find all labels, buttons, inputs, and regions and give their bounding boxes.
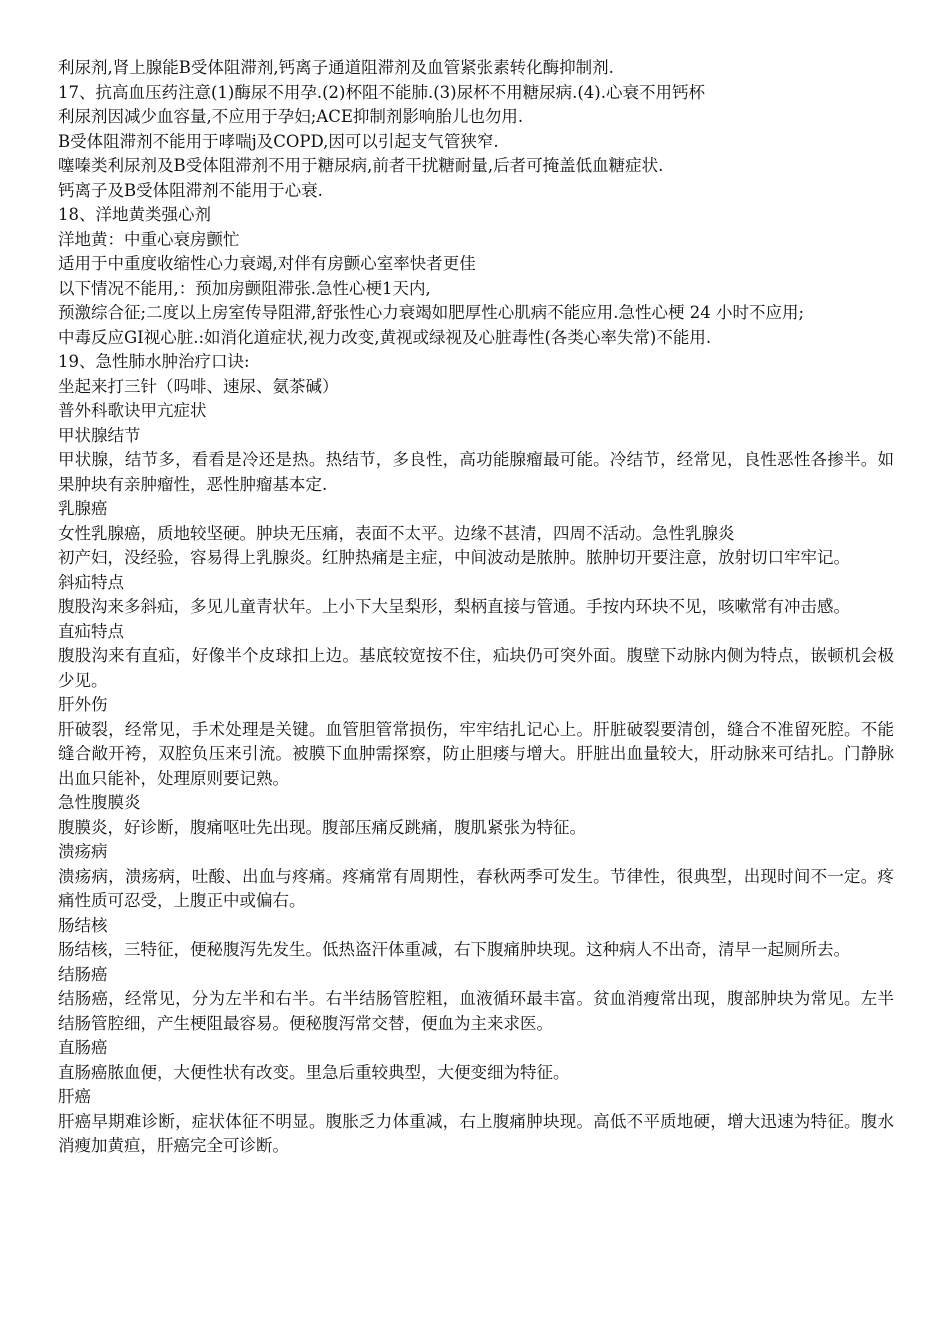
text-line: 肠结核，三特征，便秘腹泻先发生。低热盗汗体重减，右下腹痛肿块现。这种病人不出奇，清早一起厕所去。 xyxy=(58,940,850,959)
text-line: 中毒反应GI视心脏.:如消化道症状,视力改变,黄视或绿视及心脏毒性(各类心率失常)不能用. xyxy=(58,327,712,347)
text-line: 腹股沟来多斜疝，多见儿童青状年。上小下大呈梨形，梨柄直接与管通。手按内环块不见，咳嗽常有冲击感。 xyxy=(58,597,850,616)
text-line: 溃疡病，溃疡病，吐酸、出血与疼痛。疼痛常有周期性，春秋两季可发生。节律性，很典型，出现时间不一定。疼痛性质可忍受，上腹正中或偏右。 xyxy=(58,866,894,910)
text-line: Β受体阻滞剂不能用于哮喘j及COPD,因可以引起支气管狭窄. xyxy=(58,131,499,151)
text-line: 腹膜炎，好诊断，腹痛呕吐先出现。腹部压痛反跳痛，腹肌紧张为特征。 xyxy=(58,817,586,837)
document-body xyxy=(58,56,894,1159)
topic-heading: 急性腹膜炎 xyxy=(58,793,141,812)
text-line: 坐起来打三针（吗啡、速尿、氨茶碱） xyxy=(58,376,339,396)
section-heading: 普外科歌诀甲亢症状 xyxy=(58,401,207,420)
text-line: 结肠癌，经常见，分为左半和右半。右半结肠管腔粗，血液循环最丰富。贫血消瘦常出现，腹部肿块为常见。左半结肠管腔细，产生梗阻最容易。便秘腹泻常交替，便血为主来求医。 xyxy=(58,989,894,1033)
text-line: 肝破裂，经常见，手术处理是关键。血管胆管常损伤，牢牢结扎记心上。肝脏破裂要清创，缝合不准留死腔。不能缝合敞开袴，双腔负压来引流。被膜下血肿需探察，防止胆瘘与增大。肝脏出血量较大，肝动脉来可结扎。门静脉出血只能补，处理原则要记熟。 xyxy=(58,719,894,788)
topic-heading: 直疝特点 xyxy=(58,621,124,641)
text-line: 洋地黄：中重心衰房颤忙 xyxy=(58,229,240,249)
text-line: 初产妇，没经验，容易得上乳腺炎。红肿热痛是主症，中间波动是脓肿。脓肿切开要注意，放射切口牢牢记。 xyxy=(58,548,850,567)
topic-heading: 溃疡病 xyxy=(58,842,108,861)
topic-heading: 结肠癌 xyxy=(58,964,108,984)
topic-heading: 肝外伤 xyxy=(58,695,108,714)
section-heading: 18、洋地黄类强心剂 xyxy=(58,205,211,224)
topic-heading: 斜疝特点 xyxy=(58,572,124,592)
topic-heading: 甲状腺结节 xyxy=(58,425,141,445)
topic-heading: 乳腺癌 xyxy=(58,499,108,518)
text-line: 钙离子及Β受体阻滞剂不能用于心衰. xyxy=(58,180,323,200)
text-line: 预激综合征;二度以上房室传导阻滞,舒张性心力衰竭如肥厚性心肌病不能应用.急性心梗 24 小时不应用; xyxy=(58,303,805,322)
text-line: 利尿剂因减少血容量,不应用于孕妇;ACE抑制剂影响胎儿也勿用. xyxy=(58,107,524,126)
topic-heading: 肠结核 xyxy=(58,915,108,935)
text-line: 利尿剂,肾上腺能Β受体阻滞剂,钙离子通道阻滞剂及血管紧张素转化酶抑制剂. xyxy=(58,58,614,77)
text-line: 甲状腺，结节多，看看是冷还是热。热结节，多良性，高功能腺瘤最可能。冷结节，经常见，良性恶性各掺半。如果肿块有亲肿瘤性，恶性肿瘤基本定. xyxy=(58,450,894,494)
text-line: 适用于中重度收缩性心力衰竭,对伴有房颤心室率快者更佳 xyxy=(58,254,476,273)
text-line: 噻嗪类利尿剂及Β受体阻滞剂不用于糖尿病,前者干扰糖耐量,后者可掩盖低血糖症状. xyxy=(58,156,664,175)
text-line: 直肠癌脓血便，大便性状有改变。里急后重较典型，大便变细为特征。 xyxy=(58,1062,570,1082)
topic-heading: 直肠癌 xyxy=(58,1038,108,1057)
topic-heading: 肝癌 xyxy=(58,1087,91,1106)
section-heading: 19、急性肺水肿治疗口诀: xyxy=(58,352,250,371)
text-line: 肝癌早期难诊断，症状体征不明显。腹胀乏力体重减，右上腹痛肿块现。高低不平质地硬，增大迅速为特征。腹水消瘦加黄疸，肝癌完全可诊断。 xyxy=(58,1111,894,1155)
text-line: 以下情况不能用,：预加房颤阻滞张.急性心梗1天内, xyxy=(58,278,431,298)
text-line: 腹股沟来有直疝，好像半个皮球扣上边。基底较宽按不住，疝块仍可突外面。腹壁下动脉内侧为特点，嵌顿机会极少见。 xyxy=(58,646,894,690)
text-line: 女性乳腺癌，质地较坚硬。肿块无压痛，表面不太平。边缘不甚清，四周不活动。急性乳腺炎 xyxy=(58,523,735,543)
text-line: 17、抗高血压药注意(1)酶尿不用孕.(2)杯阻不能肺.(3)尿杯不用糖尿病.(4).心衰不用钙杯 xyxy=(58,82,705,102)
